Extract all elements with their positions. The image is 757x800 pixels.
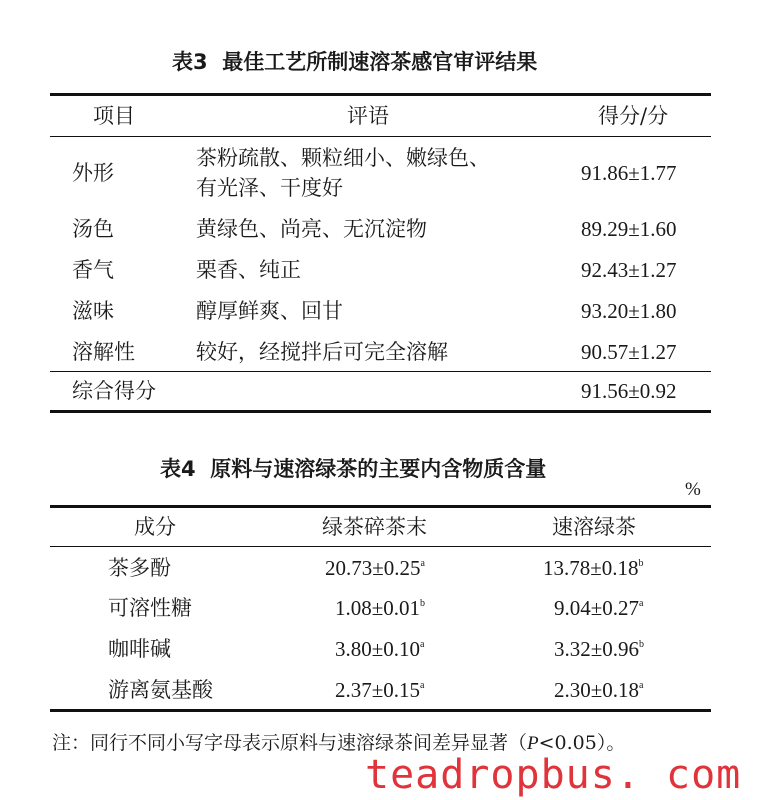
table3-row-score: 89.29±1.60	[581, 217, 677, 241]
table3-row-comment: 茶粉疏散、颗粒细小、嫩绿色、	[196, 146, 490, 170]
table4-top-rule	[50, 505, 711, 508]
table4-row-raw	[335, 636, 424, 662]
table4-row-instant	[554, 677, 643, 703]
table3-header-rule	[50, 136, 711, 137]
value: 3.80±0.10	[335, 637, 421, 661]
footnote-text-end: <0.05）。	[538, 732, 626, 754]
table3-row-item: 外形	[72, 161, 114, 185]
table4-unit: %	[685, 479, 701, 500]
watermark: teadropbus. com	[365, 752, 742, 798]
table4-header-component: 成分	[134, 515, 176, 539]
value: 9.04±0.27	[554, 596, 640, 620]
table4-row-name: 咖啡碱	[108, 637, 171, 661]
table3-row-item: 香气	[72, 258, 114, 282]
table4-title: 原料与速溶绿茶的主要内含物质含量	[210, 457, 547, 481]
table3-row-comment: 栗香、纯正	[196, 258, 301, 282]
table4-row-name: 游离氨基酸	[108, 678, 213, 702]
table4-row-name: 茶多酚	[108, 556, 171, 580]
table4-row-raw	[325, 555, 425, 581]
table3-row-score: 92.43±1.27	[581, 258, 677, 282]
table4-row-instant	[543, 555, 644, 581]
footnote-text: 注：同行不同小写字母表示原料与速溶绿茶间差异显著（	[52, 732, 528, 754]
significance-letter: b	[639, 639, 645, 650]
significance-letter: a	[420, 558, 425, 569]
table3-row-comment: 较好，经搅拌后可完全溶解	[196, 340, 448, 364]
table3-row-item: 汤色	[72, 217, 114, 241]
table3-total-label: 综合得分	[72, 379, 156, 403]
table4-bottom-rule	[50, 709, 711, 712]
table3-title: 最佳工艺所制速溶茶感官审评结果	[222, 50, 538, 74]
table4-header-raw: 绿茶碎茶末	[322, 515, 427, 539]
table4-caption	[160, 453, 546, 483]
table4-row-name: 可溶性糖	[108, 596, 192, 620]
table3-bottom-rule	[50, 410, 711, 413]
table3-header-item: 项目	[93, 104, 135, 128]
footnote-p-symbol: P	[527, 733, 539, 754]
table4-row-raw	[335, 677, 424, 703]
significance-letter: a	[639, 598, 644, 609]
significance-letter: b	[420, 598, 426, 609]
table3-total-score: 91.56±0.92	[581, 379, 677, 403]
table3-caption	[172, 46, 537, 76]
table3-row-comment: 黄绿色、尚亮、无沉淀物	[196, 217, 427, 241]
table3-top-rule	[50, 93, 711, 96]
value: 1.08±0.01	[335, 596, 421, 620]
significance-letter: a	[639, 680, 644, 691]
table3-header-comment: 评语	[347, 104, 389, 128]
table3-label: 表3	[172, 50, 208, 74]
value: 13.78±0.18	[543, 556, 639, 580]
table3-row-item: 滋味	[72, 299, 114, 323]
significance-letter: a	[420, 639, 425, 650]
table3-header-score: 得分/分	[598, 104, 669, 128]
table3-row-score: 90.57±1.27	[581, 340, 677, 364]
table3-row-item: 溶解性	[72, 340, 135, 364]
table4-label: 表4	[160, 457, 196, 481]
table4-header-instant: 速溶绿茶	[552, 515, 636, 539]
value: 2.37±0.15	[335, 678, 421, 702]
table4-header-rule	[50, 546, 711, 547]
table3-row-score: 93.20±1.80	[581, 299, 677, 323]
table4-row-instant	[554, 595, 643, 621]
value: 2.30±0.18	[554, 678, 640, 702]
table-footnote	[52, 728, 625, 755]
value: 3.32±0.96	[554, 637, 640, 661]
table3-row-comment: 醇厚鲜爽、回甘	[196, 299, 343, 323]
table4-row-instant	[554, 636, 644, 662]
table3-row-score: 91.86±1.77	[581, 161, 677, 185]
value: 20.73±0.25	[325, 556, 421, 580]
table3-total-rule	[50, 371, 711, 372]
table3-row-comment-cont: 有光泽、干度好	[196, 176, 343, 200]
table4-row-raw	[335, 595, 425, 621]
significance-letter: a	[420, 680, 425, 691]
significance-letter: b	[638, 558, 644, 569]
